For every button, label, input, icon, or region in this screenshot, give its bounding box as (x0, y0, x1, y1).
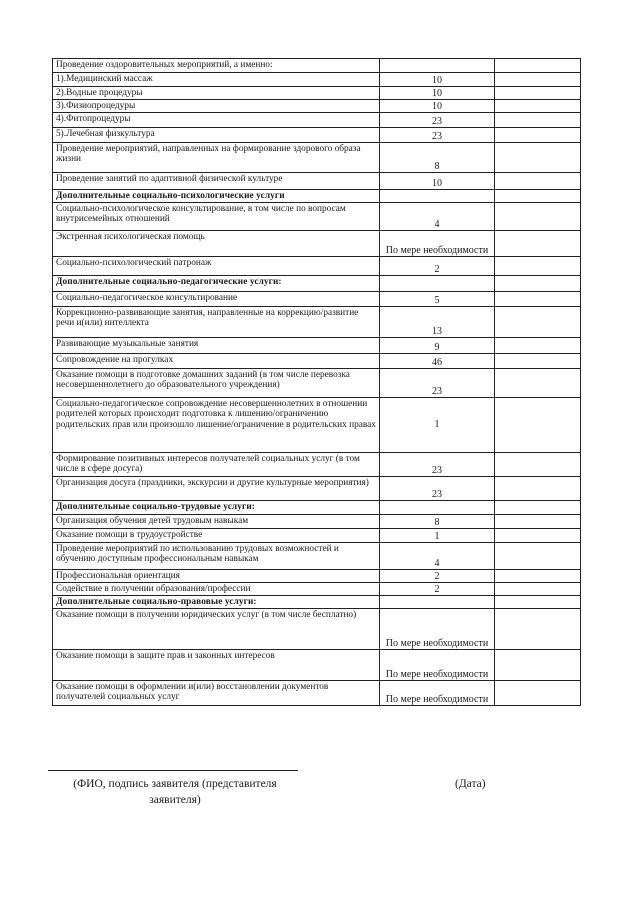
table-row (53, 681, 581, 706)
service-count-cell: 10 (380, 173, 495, 190)
service-name-cell: Сопровождение на прогулках (53, 354, 380, 369)
service-name-cell: Оказание помощи в подготовке домашних заданий (в том числе перевозка несовершеннолетнего до образовательного учреждения) (53, 369, 380, 398)
table-row (53, 257, 581, 276)
service-count-cell: 1 (380, 398, 495, 453)
service-name-cell: Организация досуга (праздники, экскурсии и другие культурные мероприятия) (53, 477, 380, 501)
table-row (53, 173, 581, 190)
table-row (53, 354, 581, 369)
table-row (53, 515, 581, 529)
service-name-cell: Оказание помощи в оформлении и(или) восстановлении документов получателей социальных услуг (53, 681, 380, 706)
empty-cell (495, 583, 581, 596)
table-row (53, 583, 581, 596)
service-name-cell: 1).Медицинский массаж (53, 73, 380, 87)
service-name-cell: Содействие в получении образования/профессии (53, 583, 380, 596)
empty-cell (495, 681, 581, 706)
section-header-row (53, 190, 581, 203)
service-count-cell: 4 (380, 543, 495, 570)
service-count-cell: По мере необходимости (380, 681, 495, 706)
service-name-cell: 3).Физиопроцедуры (53, 100, 380, 113)
service-name-cell: Формирование позитивных интересов получателей социальных услуг (в том числе в сфере досуга) (53, 453, 380, 477)
service-count-cell (380, 276, 495, 292)
service-count-cell: 23 (380, 128, 495, 143)
table-row (53, 338, 581, 354)
service-count-cell: По мере необходимости (380, 650, 495, 681)
service-name-cell: Коррекционно-развивающие занятия, направленные на коррекцию/развитие речи и(или) интеллекта (53, 307, 380, 338)
table-row (53, 87, 581, 100)
empty-cell (495, 501, 581, 515)
table-row (53, 650, 581, 681)
empty-cell (495, 529, 581, 543)
service-count-cell: 2 (380, 583, 495, 596)
table-row (53, 143, 581, 173)
service-count-cell (380, 501, 495, 515)
service-name-cell: 2).Водные процедуры (53, 87, 380, 100)
service-count-cell: По мере необходимости (380, 609, 495, 650)
service-count-cell: 8 (380, 143, 495, 173)
services-table (52, 58, 581, 706)
section-header-row (53, 501, 581, 515)
service-name-cell: 5).Лечебная физкультура (53, 128, 380, 143)
empty-cell (495, 596, 581, 609)
service-count-cell: 10 (380, 87, 495, 100)
service-name-cell: Проведение мероприятий по использованию трудовых возможностей и обучению доступным профессиональным навыкам (53, 543, 380, 570)
signature-line (48, 770, 298, 771)
table-row (53, 369, 581, 398)
table-row (53, 398, 581, 453)
empty-cell (495, 73, 581, 87)
date-caption: (Дата) (455, 778, 486, 790)
empty-cell (495, 453, 581, 477)
service-count-cell: 23 (380, 113, 495, 128)
empty-cell (495, 338, 581, 354)
service-count-cell: 23 (380, 453, 495, 477)
empty-cell (495, 143, 581, 173)
service-name-cell: Социально-психологическое консультирование, в том числе по вопросам внутрисемейных отношений (53, 203, 380, 231)
table-row (53, 570, 581, 583)
service-count-cell: 2 (380, 257, 495, 276)
signature-caption: (ФИО, подпись заявителя (представителя заявителя) (73, 778, 277, 806)
table-row (53, 231, 581, 257)
empty-cell (495, 113, 581, 128)
service-name-cell: Проведение занятий по адаптивной физической культуре (53, 173, 380, 190)
empty-cell (495, 87, 581, 100)
service-count-cell: 4 (380, 203, 495, 231)
service-count-cell: 8 (380, 515, 495, 529)
table-row (53, 609, 581, 650)
empty-cell (495, 276, 581, 292)
service-name-cell: Организация обучения детей трудовым навыкам (53, 515, 380, 529)
table-row (53, 529, 581, 543)
table-row (53, 543, 581, 570)
service-count-cell: 1 (380, 529, 495, 543)
table-row (53, 307, 581, 338)
service-name-cell: Социально-психологический патронаж (53, 257, 380, 276)
service-name-cell: 4).Фитопроцедуры (53, 113, 380, 128)
section-header-cell: Дополнительные социально-трудовые услуги: (53, 501, 380, 515)
table-row (53, 100, 581, 113)
service-count-cell: По мере необходимости (380, 231, 495, 257)
service-name-cell: Проведение мероприятий, направленных на формирование здорового образа жизни (53, 143, 380, 173)
empty-cell (495, 292, 581, 307)
service-name-cell: Профессиональная ориентация (53, 570, 380, 583)
empty-cell (495, 398, 581, 453)
service-count-cell: 2 (380, 570, 495, 583)
service-count-cell: 10 (380, 100, 495, 113)
service-name-cell: Экстренная психологическая помощь (53, 231, 380, 257)
service-name-cell: Развивающие музыкальные занятия (53, 338, 380, 354)
empty-cell (495, 190, 581, 203)
table-row (53, 128, 581, 143)
section-header-cell: Дополнительные социально-психологические услуги (53, 190, 380, 203)
section-header-row (53, 276, 581, 292)
service-name-cell: Оказание помощи в получении юридических услуг (в том числе бесплатно) (53, 609, 380, 650)
empty-cell (495, 128, 581, 143)
table-row (53, 113, 581, 128)
empty-cell (495, 570, 581, 583)
service-name-cell: Оказание помощи в трудоустройстве (53, 529, 380, 543)
service-count-cell (380, 59, 495, 73)
table-row (53, 59, 581, 73)
service-count-cell: 5 (380, 292, 495, 307)
empty-cell (495, 515, 581, 529)
empty-cell (495, 173, 581, 190)
service-count-cell: 9 (380, 338, 495, 354)
services-table-body (53, 59, 581, 706)
table-row (53, 203, 581, 231)
section-header-cell: Дополнительные социально-правовые услуги: (53, 596, 380, 609)
empty-cell (495, 543, 581, 570)
empty-cell (495, 307, 581, 338)
table-row (53, 292, 581, 307)
table-row (53, 453, 581, 477)
empty-cell (495, 231, 581, 257)
service-count-cell: 23 (380, 369, 495, 398)
table-row (53, 477, 581, 501)
empty-cell (495, 100, 581, 113)
service-count-cell (380, 190, 495, 203)
empty-cell (495, 59, 581, 73)
section-header-cell: Дополнительные социально-педагогические услуги: (53, 276, 380, 292)
empty-cell (495, 369, 581, 398)
service-count-cell: 10 (380, 73, 495, 87)
empty-cell (495, 477, 581, 501)
service-name-cell: Социально-педагогическое консультирование (53, 292, 380, 307)
section-header-row (53, 596, 581, 609)
service-count-cell (380, 596, 495, 609)
service-name-cell: Оказание помощи в защите прав и законных интересов (53, 650, 380, 681)
empty-cell (495, 354, 581, 369)
service-name-cell: Социально-педагогическое сопровождение несовершеннолетних в отношении родителей которых происходит подготовка к лишению/ограничению родительских прав или произошло лишение/ограничение в родительских правах (53, 398, 380, 453)
empty-cell (495, 203, 581, 231)
empty-cell (495, 257, 581, 276)
empty-cell (495, 650, 581, 681)
empty-cell (495, 609, 581, 650)
service-count-cell: 46 (380, 354, 495, 369)
service-count-cell: 13 (380, 307, 495, 338)
table-row (53, 73, 581, 87)
service-count-cell: 23 (380, 477, 495, 501)
service-name-cell: Проведение оздоровительных мероприятий, а именно: (53, 59, 380, 73)
